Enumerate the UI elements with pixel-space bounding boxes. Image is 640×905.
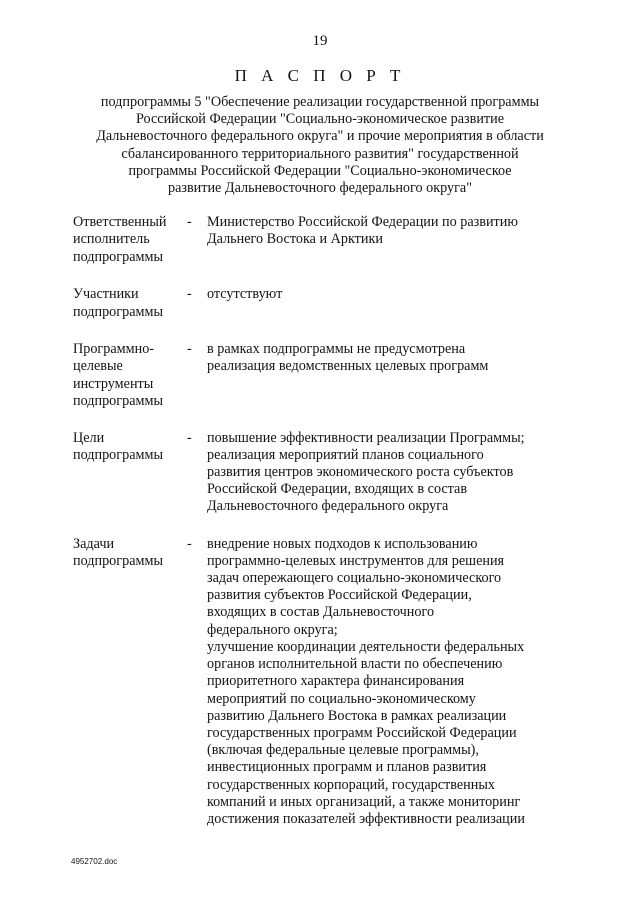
row-value-line: мероприятий по социально-экономическому — [207, 690, 476, 707]
subtitle-line: программы Российской Федерации "Социально-экономическое — [128, 162, 512, 179]
page-number: 19 — [312, 33, 328, 49]
row-value-line: федерального округа; — [207, 621, 338, 638]
passport-row — [73, 430, 613, 516]
passport-row — [73, 286, 613, 321]
row-label — [73, 214, 185, 266]
document-subtitle — [40, 94, 600, 197]
passport-row — [73, 341, 613, 411]
row-dash: - — [187, 535, 192, 552]
row-value-line: реализация мероприятий планов социального — [207, 446, 484, 463]
row-value-line: государственных корпораций, государственных — [207, 776, 495, 793]
row-value-line: программно-целевых инструментов для решения — [207, 552, 505, 569]
row-value-line: улучшение координации деятельности федеральных — [207, 638, 525, 655]
document-title: П А С П О Р Т — [234, 66, 406, 85]
row-label — [73, 286, 185, 321]
row-label-line: подпрограммы — [73, 553, 163, 570]
file-name-footer: 4952702.doc — [71, 857, 118, 866]
subtitle-line: Российской Федерации "Социально-экономическое развитие — [135, 111, 504, 128]
row-value-line: компаний и иных организаций, а также мониторинг — [207, 793, 521, 810]
passport-table — [73, 214, 613, 828]
row-label — [73, 536, 185, 828]
row-value-line: приоритетного характера финансирования — [207, 673, 465, 690]
row-label-line: Ответственный — [73, 214, 167, 230]
row-dash: - — [187, 341, 192, 358]
row-value-line: государственных программ Российской Федерации — [207, 724, 517, 741]
row-label-line: целевые — [73, 358, 123, 375]
row-value-line: отсутствуют — [207, 286, 283, 303]
row-value-line: (включая федеральные целевые программы), — [207, 742, 479, 759]
row-label-line: Задачи — [73, 535, 115, 552]
passport-row — [73, 536, 613, 828]
row-value-line: повышение эффективности реализации Программы; — [207, 429, 525, 446]
passport-row — [73, 214, 613, 266]
row-label-line: исполнитель — [73, 231, 150, 248]
row-label-line: подпрограммы — [73, 447, 163, 464]
row-dash: - — [187, 429, 192, 446]
row-value-line: Дальнего Востока и Арктики — [207, 231, 383, 248]
row-dash: - — [187, 286, 192, 303]
row-value — [207, 286, 613, 321]
subtitle-line: подпрограммы 5 "Обеспечение реализации государственной программы — [100, 94, 540, 110]
row-value — [207, 214, 613, 266]
row-value-line: задач опережающего социально-экономического — [207, 570, 502, 587]
row-label — [73, 430, 185, 516]
row-value-line: внедрение новых подходов к использованию — [207, 535, 478, 552]
row-value-line: Российской Федерации, входящих в состав — [207, 481, 468, 498]
row-value-line: входящих в состав Дальневосточного — [207, 604, 435, 621]
subtitle-line: развитие Дальневосточного федерального округа" — [167, 180, 473, 197]
row-value-line: развития субъектов Российской Федерации, — [207, 587, 472, 604]
row-value-line: инвестиционных программ и планов развития — [207, 759, 487, 776]
row-value — [207, 536, 613, 828]
row-value — [207, 430, 613, 516]
row-label-line: подпрограммы — [73, 248, 163, 265]
row-label-line: инструменты — [73, 375, 154, 392]
row-value-line: реализация ведомственных целевых программ — [207, 358, 489, 375]
row-label-line: подпрограммы — [73, 303, 163, 320]
subtitle-line: сбалансированного территориального развития" государственной — [121, 145, 519, 162]
row-label-line: Участники — [73, 286, 139, 303]
row-label — [73, 341, 185, 411]
row-value-line: достижения показателей эффективности реализации — [207, 810, 525, 827]
row-value-line: в рамках подпрограммы не предусмотрена — [207, 341, 466, 358]
row-value-line: Дальневосточного федерального округа — [207, 498, 449, 515]
row-label-line: Цели — [73, 429, 105, 446]
row-label-line: подпрограммы — [73, 393, 163, 410]
row-dash: - — [187, 214, 192, 230]
row-value-line: развитию Дальнего Востока в рамках реализации — [207, 707, 507, 724]
subtitle-line: Дальневосточного федерального округа" и прочие мероприятия в области — [96, 128, 544, 145]
row-value-line: развития центров экономического роста субъектов — [207, 464, 514, 481]
row-value-line: Министерство Российской Федерации по развитию — [207, 214, 518, 230]
row-label-line: Программно- — [73, 341, 155, 358]
row-value-line: органов исполнительной власти по обеспечению — [207, 656, 503, 673]
row-value — [207, 341, 613, 411]
